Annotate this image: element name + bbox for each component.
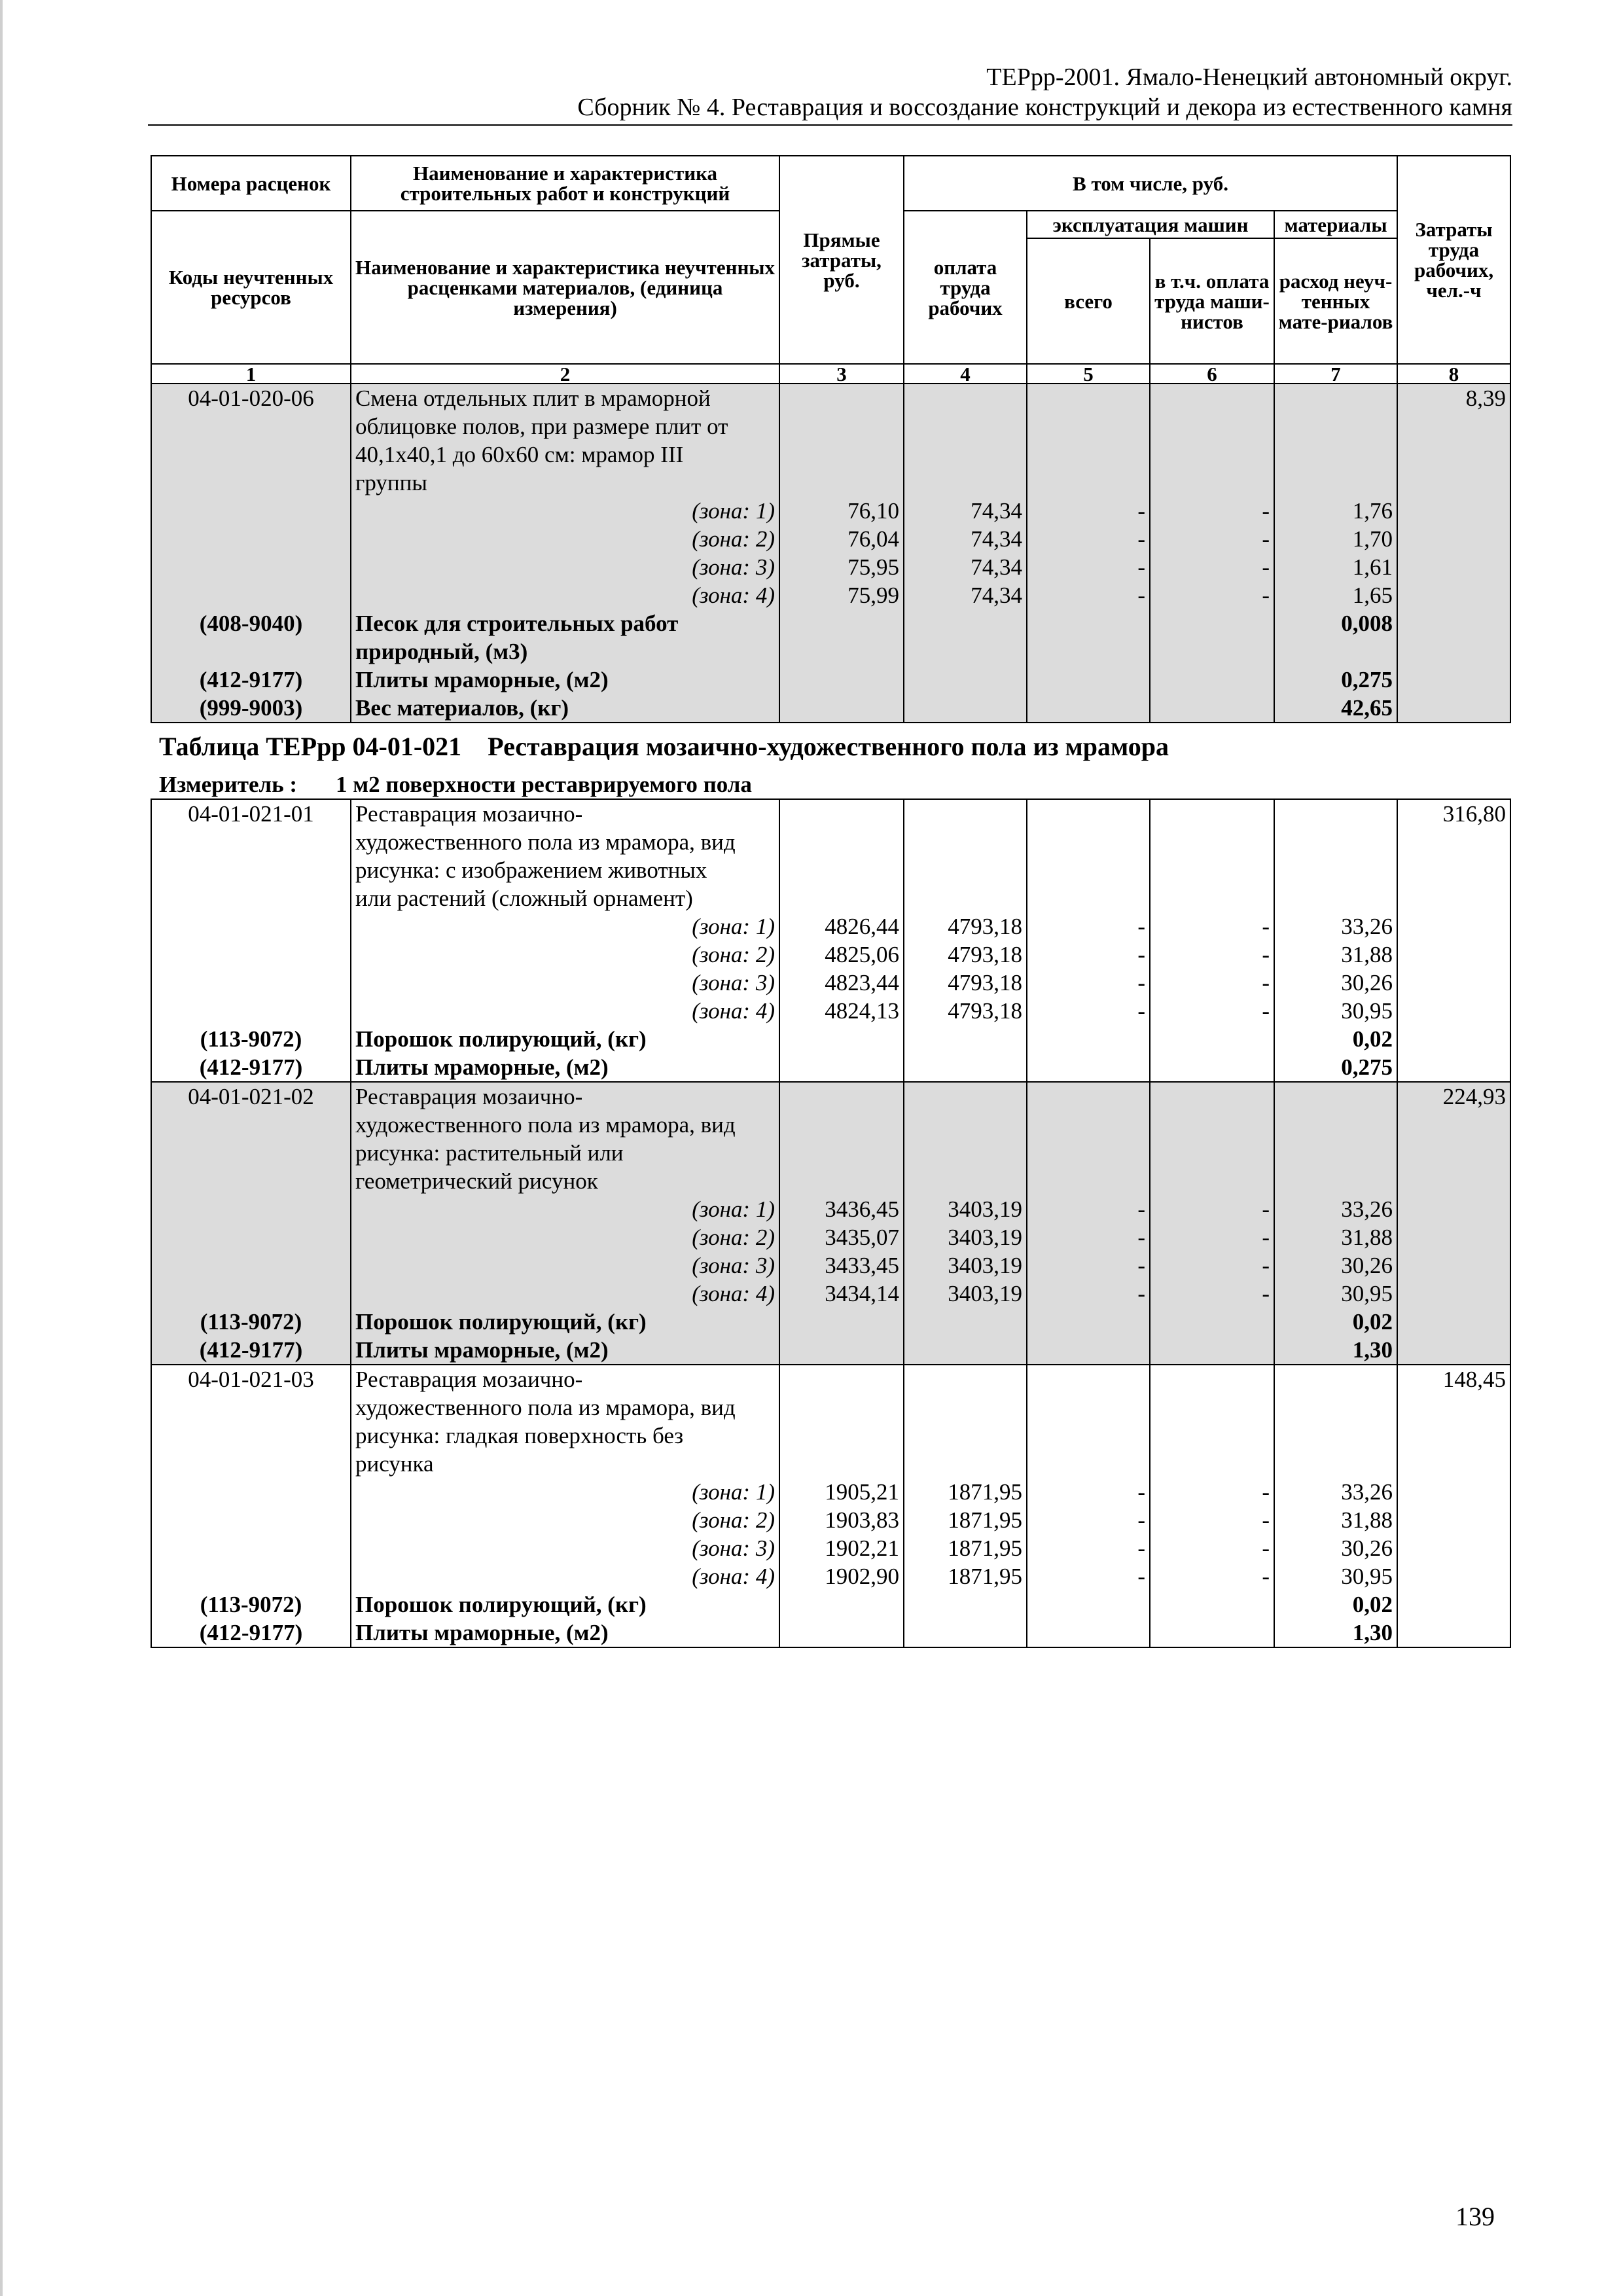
- resource-row: (113-9072) Порошок полирующий, (кг) 0,02: [151, 1025, 1510, 1053]
- head-rate-numbers: Номера расценок: [151, 156, 351, 211]
- labor-value: 148,45: [1397, 1365, 1510, 1478]
- resource-row: (408-9040) Песок для строительных работ природный, (м3) 0,008: [151, 609, 1510, 666]
- table-title: [159, 732, 1169, 762]
- rate-row: [151, 384, 1510, 497]
- head-materials: материалы: [1274, 211, 1397, 238]
- zone-row: (зона: 4) 4824,13 4793,18 - - 30,95: [151, 997, 1510, 1025]
- page-number: 139: [1455, 2202, 1495, 2231]
- zone-row: (зона: 3) 3433,45 3403,19 - - 30,26: [151, 1251, 1510, 1280]
- labor-value: 224,93: [1397, 1082, 1510, 1195]
- zone-row: (зона: 2) 76,04 74,34 - - 1,70: [151, 525, 1510, 553]
- zone-row: (зона: 3) 1902,21 1871,95 - - 30,26: [151, 1534, 1510, 1562]
- zone-row: (зона: 3) 75,95 74,34 - - 1,61: [151, 553, 1510, 581]
- head-work-name: Наименование и характеристика строительных работ и конструкций: [351, 156, 779, 211]
- rate-name: Реставрация мозаично- художественного пола из мрамора, вид рисунка: гладкая поверхность без рисунка: [351, 1365, 779, 1478]
- rate-code: 04-01-020-06: [151, 384, 351, 497]
- resource-row: (113-9072) Порошок полирующий, (кг) 0,02: [151, 1590, 1510, 1619]
- resource-row: (412-9177) Плиты мраморные, (м2) 0,275: [151, 1053, 1510, 1082]
- rate-row: [151, 1365, 1510, 1478]
- resource-row: (412-9177) Плиты мраморные, (м2) 0,275: [151, 666, 1510, 694]
- zone-row: (зона: 1) 76,10 74,34 - - 1,76: [151, 497, 1510, 525]
- running-header-subtitle: Сборник № 4. Реставрация и воссоздание конструкций и декора из естественного камня: [577, 94, 1512, 121]
- rate-row: [151, 1082, 1510, 1195]
- zone-row: (зона: 2) 1903,83 1871,95 - - 31,88: [151, 1506, 1510, 1534]
- zone-row: (зона: 3) 4823,44 4793,18 - - 30,26: [151, 969, 1510, 997]
- page-edge: [0, 0, 3, 2296]
- rate-code: 04-01-021-03: [151, 1365, 351, 1478]
- head-including: В том числе, руб.: [904, 156, 1397, 211]
- rate-row: [151, 799, 1510, 912]
- zone-row: (зона: 1) 4826,44 4793,18 - - 33,26: [151, 912, 1510, 941]
- rates-table-2: [151, 798, 1511, 1648]
- zone-row: (зона: 2) 4825,06 4793,18 - - 31,88: [151, 941, 1510, 969]
- meter-value: 1 м2 поверхности реставрируемого пола: [336, 772, 752, 797]
- resource-row: (412-9177) Плиты мраморные, (м2) 1,30: [151, 1619, 1510, 1647]
- head-direct-costs: Прямые затраты, руб.: [779, 156, 904, 364]
- zone-row: (зона: 1) 1905,21 1871,95 - - 33,26: [151, 1478, 1510, 1506]
- head-worker-pay: оплата труда рабочих: [904, 211, 1027, 364]
- running-header-title: ТЕРрр-2001. Ямало-Ненецкий автономный округ.: [986, 63, 1512, 91]
- head-labor-costs: Затраты труда рабочих, чел.-ч: [1397, 156, 1510, 364]
- header-rule: [148, 124, 1512, 126]
- head-machinist-pay: в т.ч. оплата труда маши-нистов: [1150, 238, 1274, 364]
- labor-value: 8,39: [1397, 384, 1510, 497]
- table-title-name: Реставрация мозаично-художественного пола из мрамора: [488, 732, 1169, 761]
- zone-row: (зона: 4) 1902,90 1871,95 - - 30,95: [151, 1562, 1510, 1590]
- head-resource-codes: Коды неучтенных ресурсов: [151, 211, 351, 364]
- table-title-code: Таблица ТЕРрр 04-01-021: [159, 732, 462, 761]
- zone-row: (зона: 4) 75,99 74,34 - - 1,65: [151, 581, 1510, 609]
- rate-code: 04-01-021-01: [151, 799, 351, 912]
- zone-row: (зона: 4) 3434,14 3403,19 - - 30,95: [151, 1280, 1510, 1308]
- table-meter: [159, 772, 752, 798]
- head-machines-total: всего: [1027, 238, 1150, 364]
- column-numbers-row: 1 2 3 4 5 6 7 8: [151, 364, 1510, 384]
- rate-name: Смена отдельных плит в мраморной облицовке полов, при размере плит от 40,1х40,1 до 60х60 см: мрамор III группы: [351, 384, 779, 497]
- labor-value: 316,80: [1397, 799, 1510, 912]
- rates-table-1: [151, 155, 1511, 723]
- meter-label: Измеритель :: [159, 772, 298, 797]
- head-machines: эксплуатация машин: [1027, 211, 1274, 238]
- head-material-consumption: расход неуч-тенных мате-риалов: [1274, 238, 1397, 364]
- rate-code: 04-01-021-02: [151, 1082, 351, 1195]
- resource-row: (113-9072) Порошок полирующий, (кг) 0,02: [151, 1308, 1510, 1336]
- zone-row: (зона: 2) 3435,07 3403,19 - - 31,88: [151, 1223, 1510, 1251]
- resource-row: (412-9177) Плиты мраморные, (м2) 1,30: [151, 1336, 1510, 1365]
- rate-name: Реставрация мозаично- художественного пола из мрамора, вид рисунка: растительный или геометрический рисунок: [351, 1082, 779, 1195]
- zone-row: (зона: 1) 3436,45 3403,19 - - 33,26: [151, 1195, 1510, 1223]
- rate-name: Реставрация мозаично- художественного пола из мрамора, вид рисунка: с изображением животных или растений (сложный орнамент): [351, 799, 779, 912]
- head-material-name: Наименование и характеристика неучтенных расценками материалов, (единица измерения): [351, 211, 779, 364]
- resource-row: (999-9003) Вес материалов, (кг) 42,65: [151, 694, 1510, 723]
